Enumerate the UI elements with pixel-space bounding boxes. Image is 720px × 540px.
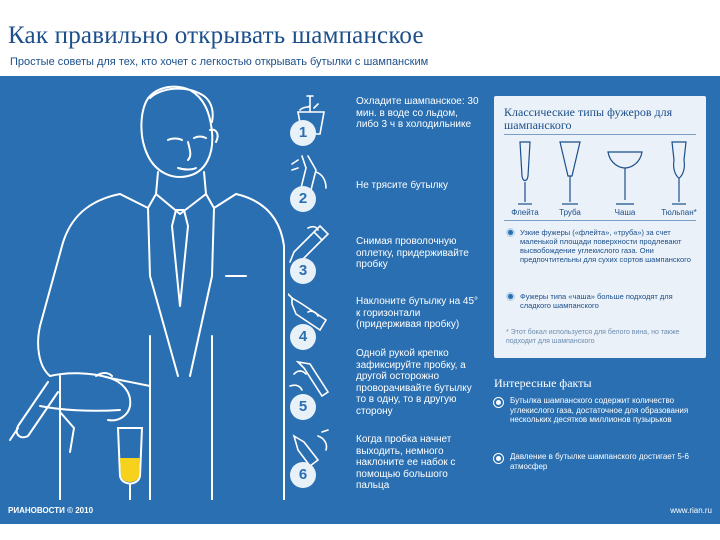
step-number: 6 <box>290 462 316 488</box>
glass-label: Труба <box>559 208 581 217</box>
tulip-glass-icon <box>672 142 686 204</box>
glass-label: Флейта <box>511 208 539 217</box>
glass-label: Чаша <box>614 208 636 217</box>
facts-title: Интересные факты <box>494 376 592 390</box>
step-number: 3 <box>290 258 316 284</box>
step-text: Охладите шампанское: 30 мин. в воде со льдом, либо 3 ч в холодильнике <box>356 96 479 130</box>
fact-item: Бутылка шампанского содержит количество углекислого газа, достаточное для образования нескольких десятков миллионов пузырьков <box>510 396 689 424</box>
header <box>0 0 720 78</box>
glass-types-title: Классические типы фужеров для шампанского <box>504 105 673 132</box>
page-subtitle: Простые советы для тех, кто хочет с легкостью открывать бутылки с шампанским <box>10 56 429 68</box>
step-number: 1 <box>290 120 316 146</box>
step-text: Наклоните бутылку на 45° к горизонтали (придерживая пробку) <box>356 296 479 330</box>
champagne-glass-icon <box>118 428 142 500</box>
glass-types-box <box>494 96 706 358</box>
bullet-icon <box>506 228 515 237</box>
man-pouring-illustration <box>0 76 290 500</box>
step-number: 5 <box>290 394 316 420</box>
step-text: Одной рукой крепко зафиксируйте пробку, а другой осторожно проворачивайте бутылку то в одну, то в другую сторону <box>356 348 472 417</box>
fact-item: Давление в бутылке шампанского достигает 5-6 атмосфер <box>510 452 689 471</box>
brand-logo: РИАНОВОСТИ © 2010 <box>8 506 94 515</box>
glass-point: Фужеры типа «чаша» больше подходят для сладкого шампанского <box>520 292 673 310</box>
glass-note: * Этот бокал используется для белого вина, но также подходит для шампанского <box>506 329 680 345</box>
flute-glass-icon <box>518 142 532 204</box>
trumpet-glass-icon <box>560 142 580 204</box>
step-text: Когда пробка начнет выходить, немного наклоните ее набок с помощью большого пальца <box>356 434 456 491</box>
bullet-icon <box>494 454 503 463</box>
bullet-icon <box>494 398 503 407</box>
coupe-glass-icon <box>608 152 642 204</box>
glass-types-illustration <box>502 138 698 216</box>
page-title: Как правильно открывать шампанское <box>8 22 424 49</box>
step-number: 4 <box>290 324 316 350</box>
glass-point: Узкие фужеры («флейта», «труба») за счет маленькой площади поверхности продлевают высвобождение углекислого газа. Они предпочтительны для сухих сортов шампанского <box>520 228 691 264</box>
twist-bottle-icon <box>288 356 334 402</box>
step-text: Не трясите бутылку <box>356 180 448 191</box>
bullet-icon <box>506 292 515 301</box>
step-text: Снимая проволочную оплетку, придерживайте пробку <box>356 236 469 270</box>
divider <box>504 134 696 135</box>
step-number: 2 <box>290 186 316 212</box>
site-link[interactable]: www.rian.ru <box>670 506 712 515</box>
glass-label: Тюльпан* <box>661 208 697 217</box>
divider <box>504 220 696 221</box>
